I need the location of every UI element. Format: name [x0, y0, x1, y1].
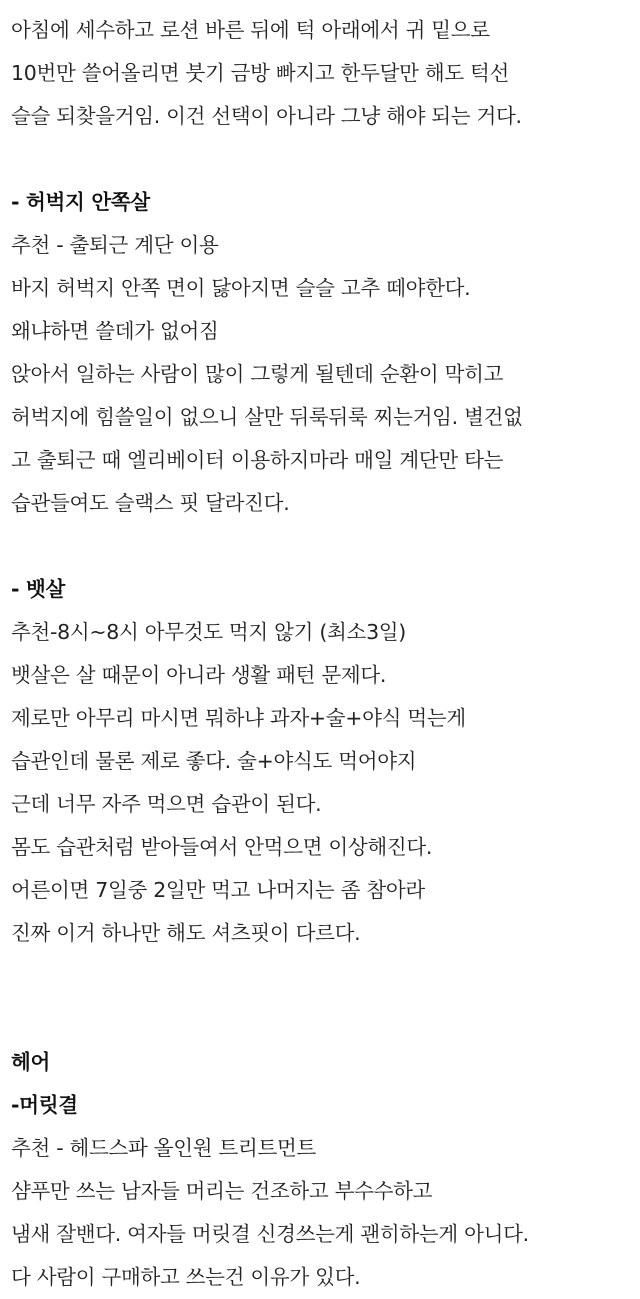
section-heading: - 뱃살 — [11, 577, 66, 601]
text-line: 고 출퇴근 때 엘리베이터 이용하지마라 매일 계단만 타는 — [11, 448, 504, 472]
text-line: 뱃살은 살 때문이 아니라 생활 패턴 문제다. — [11, 663, 387, 687]
text-line: 샴푸만 쓰는 남자들 머리는 건조하고 부수수하고 — [11, 1179, 433, 1203]
text-line: 10번만 쓸어올리면 붓기 금방 빠지고 한두달만 해도 턱선 — [11, 61, 510, 85]
text-line: 제로만 아무리 마시면 뭐하냐 과자+술+야식 먹는게 — [11, 706, 466, 730]
text-line: 냄새 잘밴다. 여자들 머릿결 신경쓰는게 괜히하는게 아니다. — [11, 1222, 529, 1246]
blank-line — [11, 998, 635, 1041]
section-heading: -머릿결 — [11, 1093, 78, 1117]
blank-line — [11, 138, 635, 181]
text-line: 다 사람이 구매하고 쓰는건 이유가 있다. — [11, 1265, 361, 1289]
blank-line — [11, 525, 635, 568]
section-heading: 헤어 — [11, 1050, 51, 1074]
text-line: 추천-8시~8시 아무것도 먹지 않기 (최소3일) — [11, 620, 407, 644]
article-body — [11, 9, 635, 1299]
text-line: 어른이면 7일중 2일만 먹고 나머지는 좀 참아라 — [11, 878, 425, 902]
text-line: 습관인데 물론 제로 좋다. 술+야식도 먹어야지 — [11, 749, 417, 773]
blank-line — [11, 955, 635, 998]
text-line: 허벅지에 힘쓸일이 없으니 살만 뒤룩뒤룩 찌는거임. 별건없 — [11, 405, 523, 429]
text-line: 습관들여도 슬랙스 핏 달라진다. — [11, 491, 290, 515]
text-line: 몸도 습관처럼 받아들여서 안먹으면 이상해진다. — [11, 835, 433, 859]
text-line: 앉아서 일하는 사람이 많이 그렇게 될텐데 순환이 막히고 — [11, 362, 504, 386]
text-line: 왜냐하면 쓸데가 없어짐 — [11, 319, 219, 343]
text-line: 진짜 이거 하나만 해도 셔츠핏이 다르다. — [11, 921, 361, 945]
text-line: 슬슬 되찾을거임. 이건 선택이 아니라 그냥 해야 되는 거다. — [11, 104, 522, 128]
section-heading: - 허벅지 안쪽살 — [11, 190, 150, 214]
text-line: 바지 허벅지 안쪽 면이 닳아지면 슬슬 고추 떼야한다. — [11, 276, 471, 300]
text-line: 근데 너무 자주 먹으면 습관이 된다. — [11, 792, 322, 816]
text-line: 아침에 세수하고 로션 바른 뒤에 턱 아래에서 귀 밑으로 — [11, 18, 490, 42]
text-line: 추천 - 헤드스파 올인원 트리트먼트 — [11, 1136, 317, 1160]
text-line: 추천 - 출퇴근 계단 이용 — [11, 233, 219, 257]
